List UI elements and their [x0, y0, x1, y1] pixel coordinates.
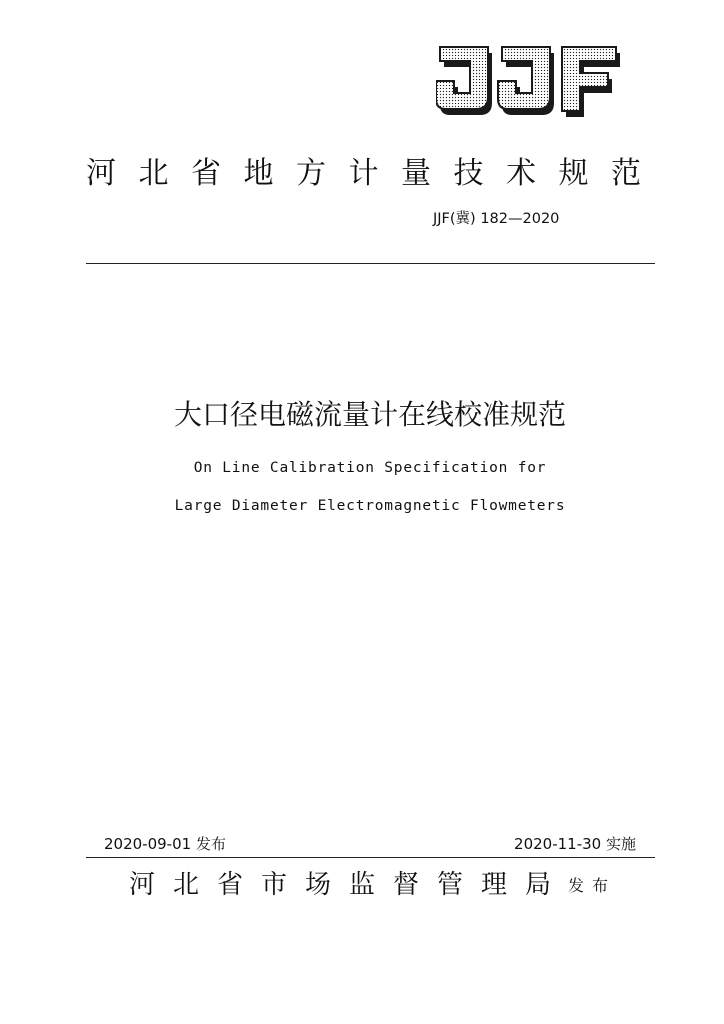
top-divider — [86, 263, 655, 264]
effective-date: 2020-11-30 实施 — [514, 835, 636, 853]
document-title-zh: 大口径电磁流量计在线校准规范 — [173, 398, 566, 431]
bottom-divider — [86, 857, 655, 858]
document-title-en-line1: On Line Calibration Specification for — [193, 460, 547, 476]
issue-date: 2020-09-01 发布 — [104, 835, 226, 853]
publisher-name: 河北省市场监督管理局 — [129, 870, 570, 900]
publish-label: 发布 — [568, 876, 617, 895]
document-title-en-line2: Large Diameter Electromagnetic Flowmeters — [174, 498, 566, 514]
org-title: 河北省地方计量技术规范 — [86, 156, 664, 191]
jjf-logo — [436, 45, 622, 121]
standard-number: JJF(冀) 182—2020 — [433, 211, 560, 227]
